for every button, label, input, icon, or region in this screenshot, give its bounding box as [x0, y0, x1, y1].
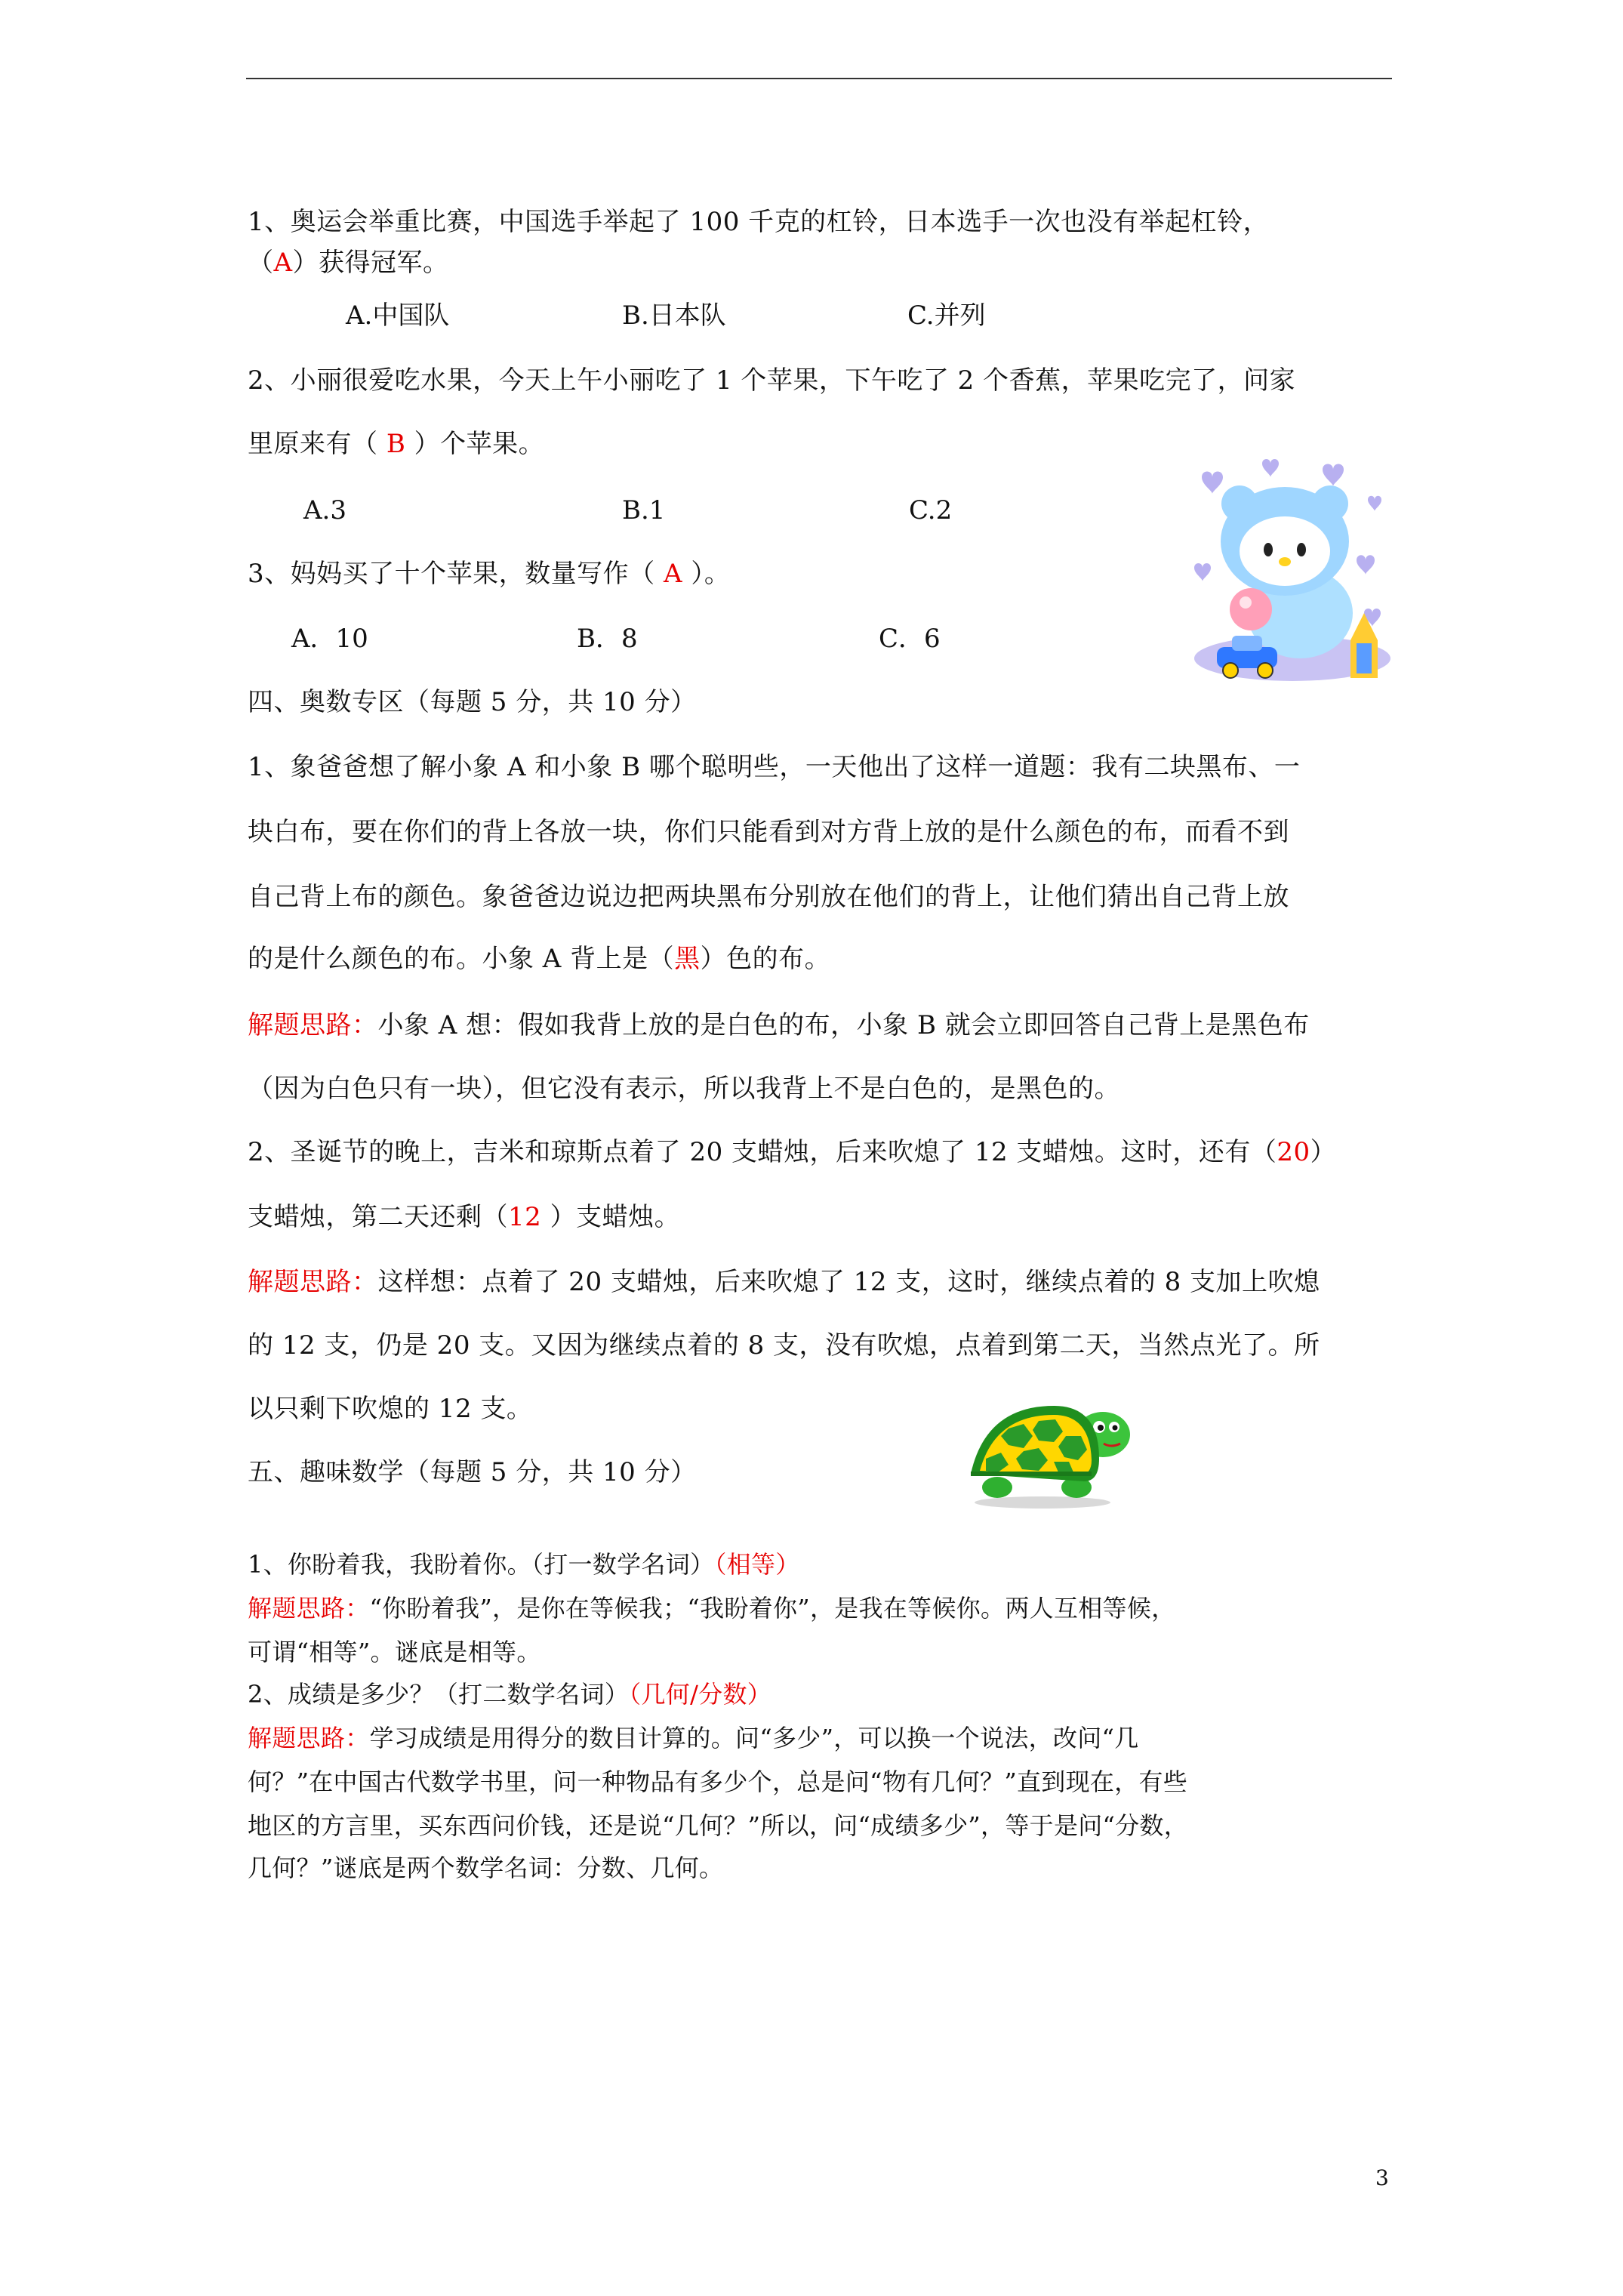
s4-p2-answer1: 20: [1277, 1137, 1310, 1167]
s5-r2-hint-line1: 解题思路：学习成绩是用得分的数目计算的。问“多少”，可以换一个说法，改问“几: [248, 1724, 1139, 1752]
q1-answer: A: [273, 248, 293, 278]
q3-option-a: A．10: [291, 624, 368, 654]
s4-p1-line2: 块白布，要在你们的背上各放一块，你们只能看到对方背上放的是什么颜色的布，而看不到: [248, 817, 1289, 847]
page-number: 3: [1375, 2165, 1389, 2190]
s4-p1-answer: 黑: [674, 944, 701, 974]
s5-r2-hint-line2: 何？”在中国古代数学书里，问一种物品有多少个，总是问“物有几何？”直到现在，有些: [248, 1767, 1188, 1796]
s4-p1-hint-line2: （因为白色只有一块），但它没有表示，所以我背上不是白色的，是黑色的。: [248, 1074, 1120, 1104]
s5-r1-answer: （相等）: [714, 1550, 800, 1579]
section4-title: 四、奥数专区（每题 5 分，共 10 分）: [248, 687, 697, 717]
q2-option-b: B.1: [622, 495, 666, 525]
section5-title: 五、趣味数学（每题 5 分，共 10 分）: [248, 1457, 697, 1487]
hint-label: 解题思路：: [248, 1724, 370, 1752]
q1-option-b: B.日本队: [622, 300, 726, 331]
q1-line1: 1、奥运会举重比赛，中国选手举起了 100 千克的杠铃，日本选手一次也没有举起杠铃，: [248, 207, 1270, 237]
q2-option-a: A.3: [303, 495, 346, 525]
q1-line2: （A）获得冠军。: [248, 248, 449, 278]
hint-label: 解题思路：: [248, 1594, 370, 1623]
q2-answer: B: [386, 429, 406, 459]
s5-r2-hint-line3: 地区的方言里，买东西问价钱，还是说“几何？”所以，问“成绩多少”，等于是问“分数，: [248, 1811, 1189, 1840]
header-rule: [246, 78, 1392, 79]
q2-line2: 里原来有（ B ）个苹果。: [248, 429, 545, 459]
s5-r2-question: 2、成绩是多少？（打二数学名词）（几何/分数）: [248, 1680, 772, 1709]
q2-line1: 2、小丽很爱吃水果，今天上午小丽吃了 1 个苹果，下午吃了 2 个香蕉，苹果吃完了，问家: [248, 365, 1296, 396]
q3-option-c: C．6: [879, 624, 941, 654]
s4-p1-line3: 自己背上布的颜色。象爸爸边说边把两块黑布分别放在他们的背上，让他们猜出自己背上放: [248, 882, 1289, 912]
turtle-illustration: [963, 1398, 1137, 1515]
q1-option-a: A.中国队: [346, 300, 450, 331]
s4-p2-line1: 2、圣诞节的晚上，吉米和琼斯点着了 20 支蜡烛，后来吹熄了 12 支蜡烛。这时，还有（20）: [248, 1137, 1337, 1167]
q3-answer: A: [663, 559, 683, 589]
s4-p2-answer2: 12: [508, 1202, 550, 1232]
s5-r2-answer: （几何/分数）: [629, 1680, 772, 1709]
s5-r2-hint-line4: 几何？”谜底是两个数学名词：分数、几何。: [248, 1854, 724, 1882]
q2-option-c: C.2: [909, 495, 953, 525]
s5-r1-hint-line1: 解题思路：“你盼着我”，是你在等候我；“我盼着你”，是我在等候你。两人互相等候，: [248, 1594, 1176, 1623]
s4-p2-hint-line1: 解题思路：这样想：点着了 20 支蜡烛，后来吹熄了 12 支，这时，继续点着的 8 支加上吹熄: [248, 1267, 1320, 1297]
hint-label: 解题思路：: [248, 1010, 378, 1040]
hint-label: 解题思路：: [248, 1267, 378, 1297]
s4-p2-hint-line2: 的 12 支，仍是 20 支。又因为继续点着的 8 支，没有吹熄，点着到第二天，当然点光了。所: [248, 1330, 1320, 1361]
s4-p2-line2: 支蜡烛，第二天还剩（12 ）支蜡烛。: [248, 1202, 681, 1232]
s5-r1-question: 1、你盼着我，我盼着你。（打一数学名词）（相等）: [248, 1550, 800, 1579]
s4-p1-line4: 的是什么颜色的布。小象 A 背上是（黑）色的布。: [248, 944, 831, 974]
s4-p1-hint-line1: 解题思路：小象 A 想：假如我背上放的是白色的布，小象 B 就会立即回答自己背上是黑色布: [248, 1010, 1310, 1040]
s4-p1-line1: 1、象爸爸想了解小象 A 和小象 B 哪个聪明些，一天他出了这样一道题：我有二块黑布、一: [248, 752, 1301, 782]
q3-line: 3、妈妈买了十个苹果，数量写作（ A ）。: [248, 559, 731, 589]
q3-option-b: B．8: [577, 624, 638, 654]
s4-p2-hint-line3: 以只剩下吹熄的 12 支。: [248, 1394, 533, 1424]
bear-kitty-illustration: [1187, 455, 1398, 699]
s5-r1-hint-line2: 可谓“相等”。谜底是相等。: [248, 1638, 541, 1666]
q1-option-c: C.并列: [907, 300, 986, 331]
